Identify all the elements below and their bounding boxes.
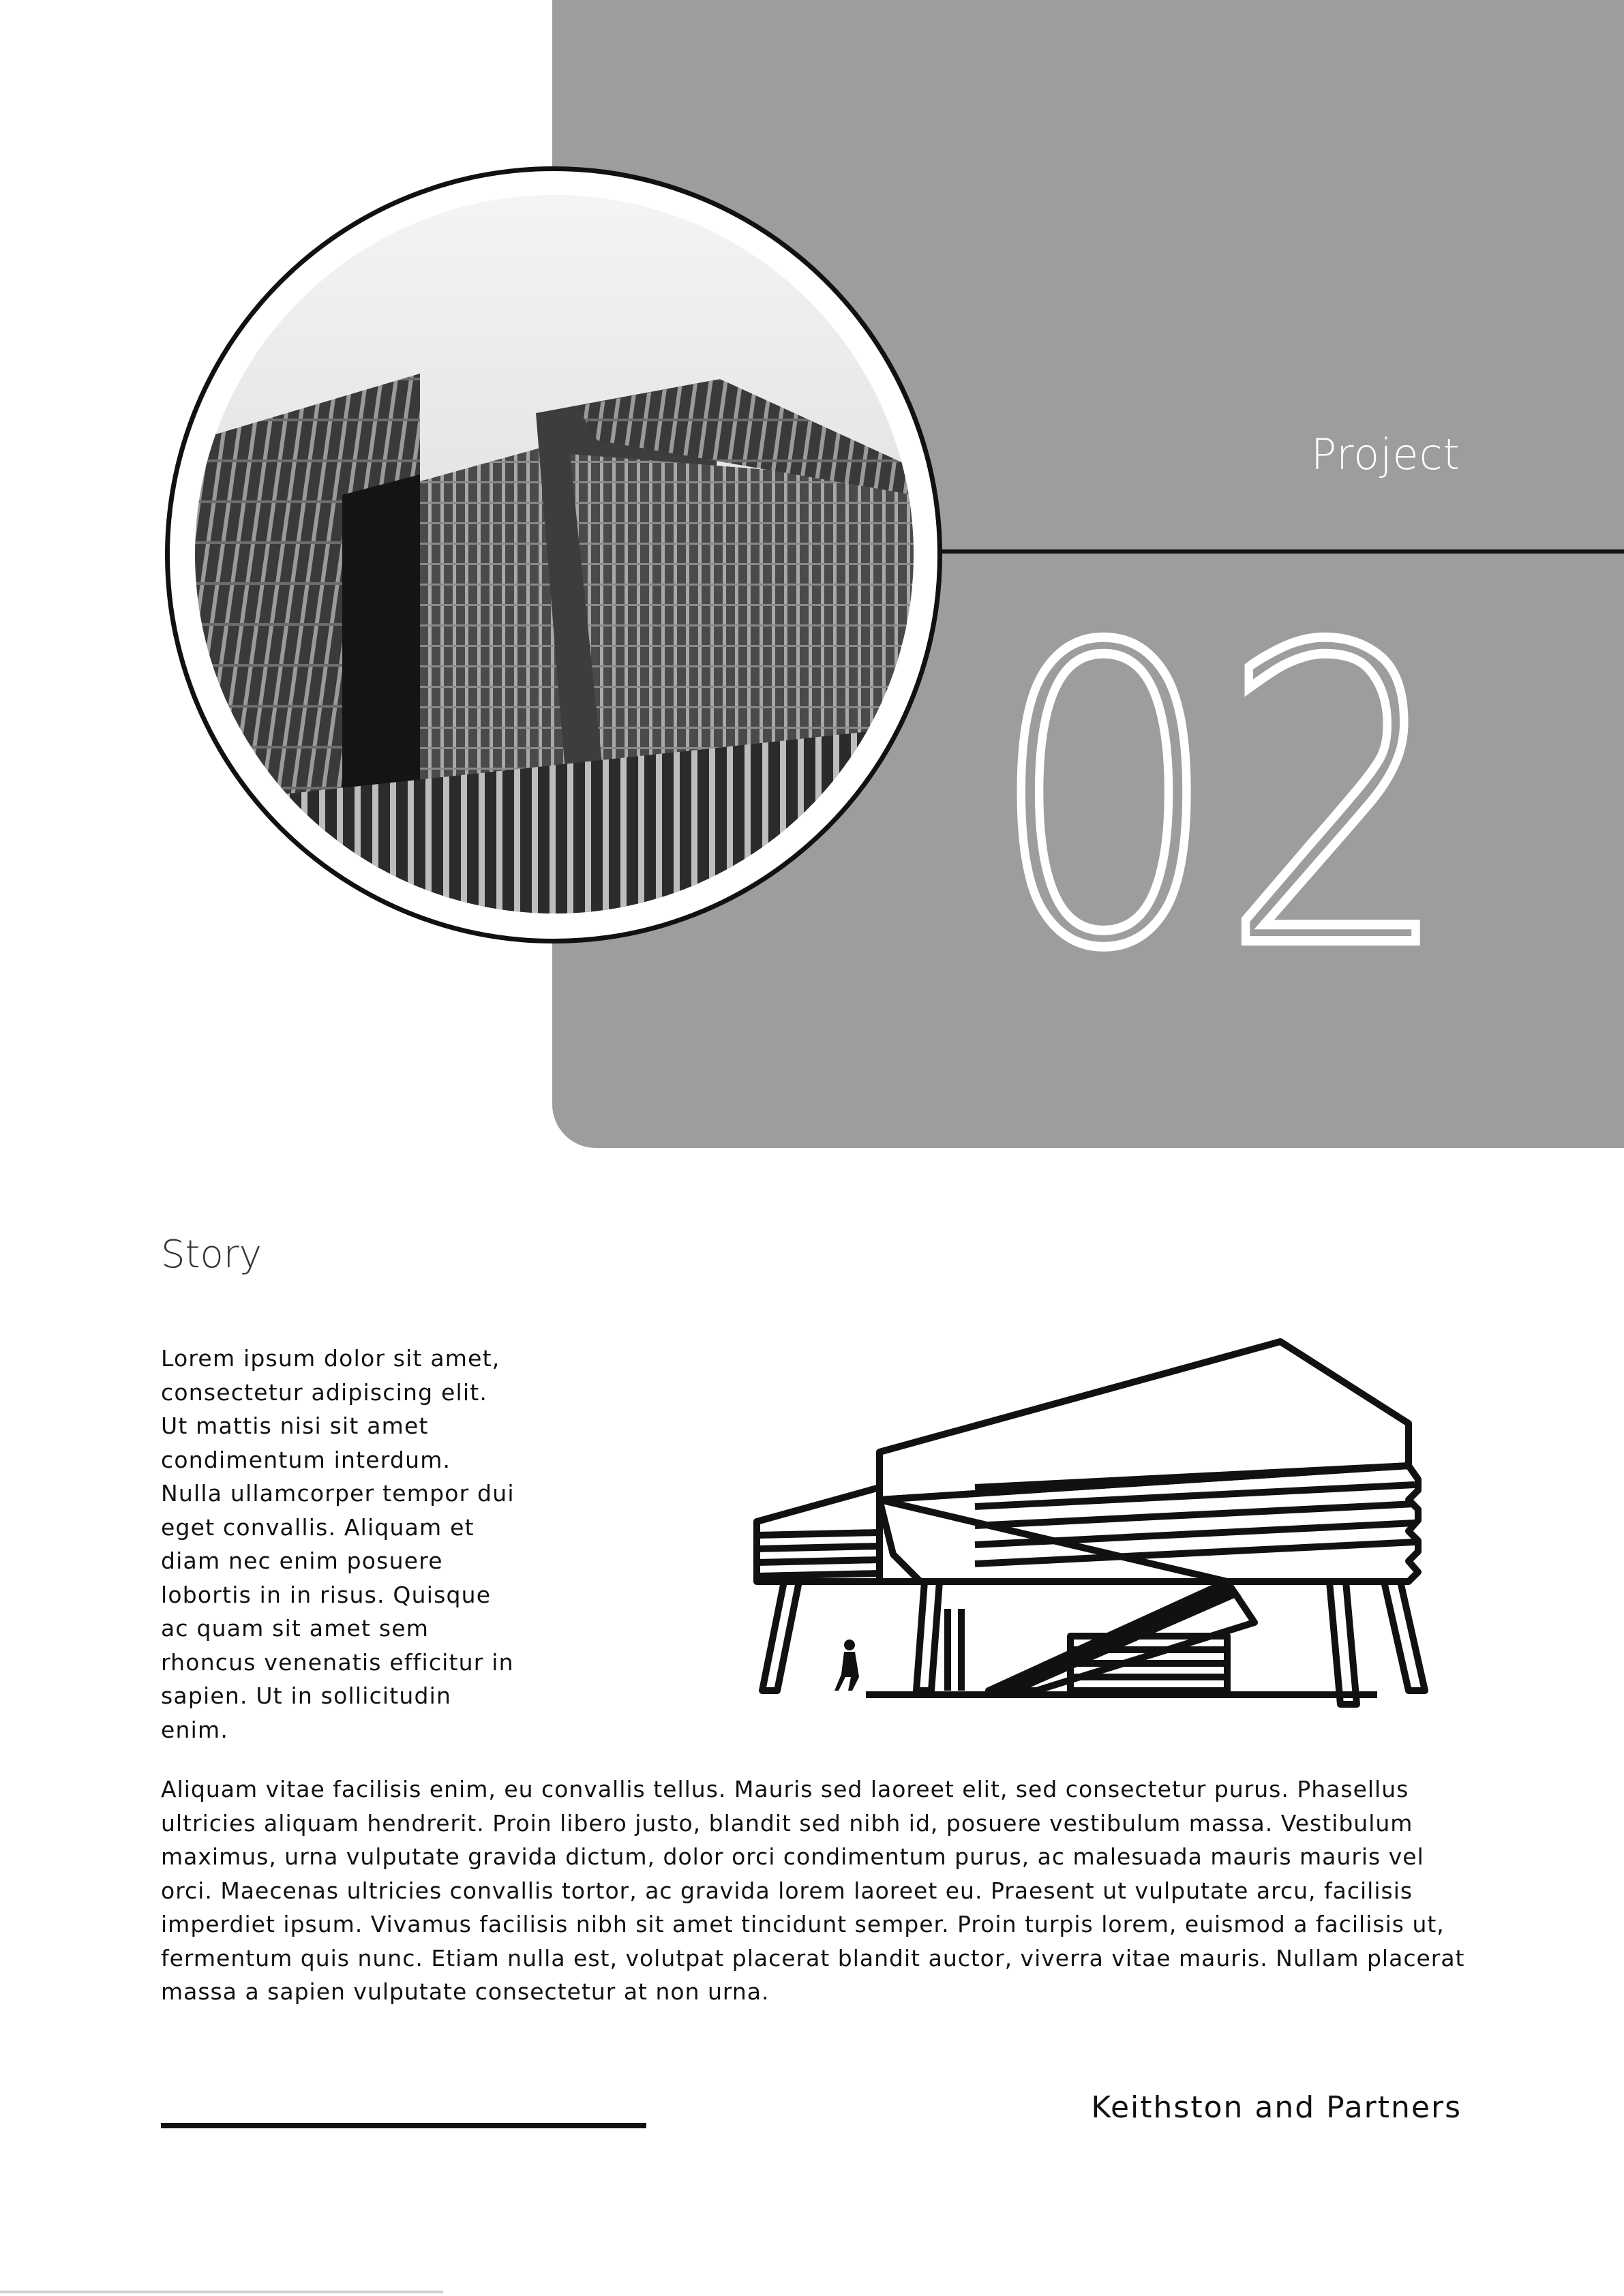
header-divider (933, 549, 1624, 554)
story-body: Aliquam vitae facilisis enim, eu convallis tellus. Mauris sed laoreet elit, sed consectetur purus. Phasellus ultricies aliquam hendrerit. Proin libero justo, blandit sed nibh id, posuere vestibulum massa. Vestibulum maximus, urna vulputate gravida dictum, dolor orci condimentum purus, ac malesuada mauris mauris vel orci. Maecenas ultricies convallis tortor, ac gravida lorem laoreet eu. Praesent ut vulputate arcu, facilisis imperdiet ipsum. Vivamus facilisis nibh sit amet tincidunt semper. Proin turpis lorem, euismod a facilisis ut, fermentum quis nunc. Etiam nulla est, volutpat placerat blandit auctor, viverra vitae mauris. Nullam placerat massa a sapien vulputate consectetur at non urna. (161, 1776, 1465, 2005)
skyscraper-photo-icon (195, 195, 914, 913)
modern-building-illustration-icon (750, 1336, 1452, 1718)
company-name: Keithston and Partners (1091, 2090, 1462, 2125)
project-number (968, 586, 1473, 968)
story-intro: Lorem ipsum dolor sit amet, consectetur adipiscing elit. Ut mattis nisi sit amet condimentum interdum. Nulla ullamcorper tempor dui eget convallis. Aliquam et diam nec enim posuere lobortis in in risus. Quisque ac quam sit amet sem rhoncus venenatis efficitur in sapien. Ut in sollicitudin enim. (161, 1345, 515, 1743)
footer-divider (161, 2123, 646, 2128)
project-label: Project (1310, 429, 1460, 479)
project-number-text: 02 (989, 586, 1452, 968)
story-title: Story (161, 1233, 262, 1277)
page-edge-line (0, 2291, 443, 2293)
